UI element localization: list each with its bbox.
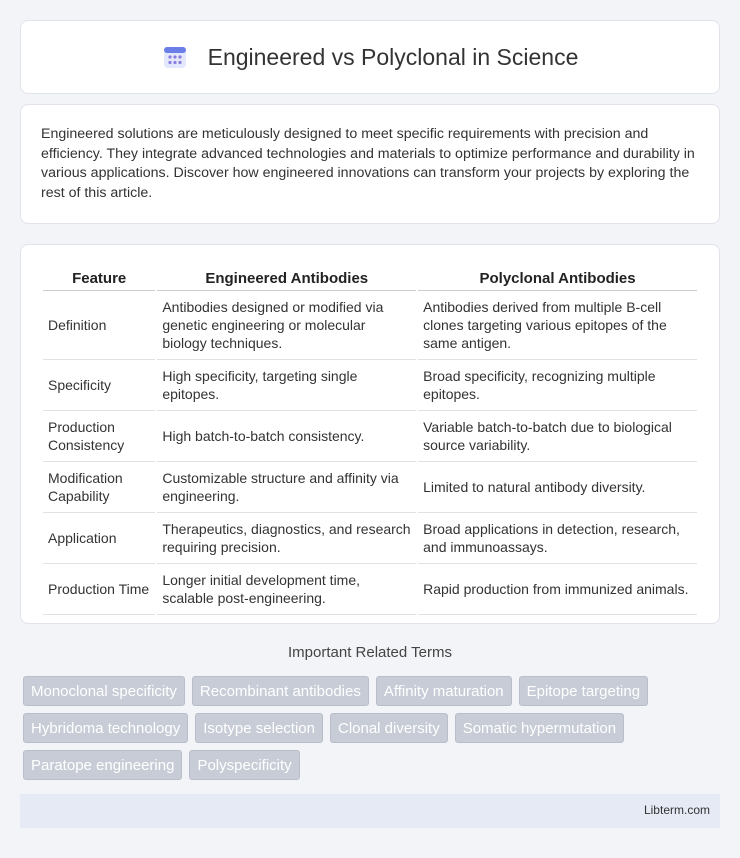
engineered-cell: Therapeutics, diagnostics, and research requiring precision. bbox=[157, 515, 416, 564]
engineered-cell: Customizable structure and affinity via engineering. bbox=[157, 464, 416, 513]
calendar-grid-icon bbox=[162, 44, 188, 70]
table-row bbox=[43, 566, 697, 615]
polyclonal-cell: Broad specificity, recognizing multiple epitopes. bbox=[418, 362, 697, 411]
related-terms-list bbox=[23, 676, 723, 787]
engineered-cell: Antibodies designed or modified via genetic engineering or molecular biology techniques. bbox=[157, 293, 416, 360]
table-row bbox=[43, 413, 697, 462]
feature-cell: Production Consistency bbox=[43, 413, 155, 462]
footer-brand-link[interactable]: Libterm.com bbox=[643, 803, 710, 817]
comparison-table bbox=[41, 265, 699, 617]
related-term-tag[interactable]: Paratope engineering bbox=[23, 750, 182, 780]
footer bbox=[20, 794, 720, 828]
table-header-row bbox=[43, 267, 697, 291]
polyclonal-cell: Rapid production from immunized animals. bbox=[418, 566, 697, 615]
related-term-tag[interactable]: Hybridoma technology bbox=[23, 713, 188, 743]
engineered-cell: High specificity, targeting single epitopes. bbox=[157, 362, 416, 411]
related-term-tag[interactable]: Polyspecificity bbox=[189, 750, 299, 780]
polyclonal-cell: Limited to natural antibody diversity. bbox=[418, 464, 697, 513]
feature-cell: Application bbox=[43, 515, 155, 564]
feature-cell: Definition bbox=[43, 293, 155, 360]
intro-card bbox=[20, 104, 720, 224]
polyclonal-cell: Antibodies derived from multiple B-cell clones targeting various epitopes of the same antigen. bbox=[418, 293, 697, 360]
header-feature: Feature bbox=[43, 267, 155, 291]
engineered-cell: High batch-to-batch consistency. bbox=[157, 413, 416, 462]
related-term-tag[interactable]: Affinity maturation bbox=[376, 676, 512, 706]
header-polyclonal: Polyclonal Antibodies bbox=[418, 267, 697, 291]
related-term-tag[interactable]: Somatic hypermutation bbox=[455, 713, 624, 743]
table-row bbox=[43, 362, 697, 411]
related-term-tag[interactable]: Recombinant antibodies bbox=[192, 676, 369, 706]
polyclonal-cell: Variable batch-to-batch due to biological source variability. bbox=[418, 413, 697, 462]
feature-cell: Specificity bbox=[43, 362, 155, 411]
related-term-tag[interactable]: Isotype selection bbox=[195, 713, 323, 743]
table-row bbox=[43, 515, 697, 564]
related-term-tag[interactable]: Monoclonal specificity bbox=[23, 676, 185, 706]
feature-cell: Modification Capability bbox=[43, 464, 155, 513]
intro-text: Engineered solutions are meticulously designed to meet specific requirements with precision and efficiency. They integrate advanced technologies and materials to optimize performance and durability in various applications. Discover how engineered innovations can transform your projects by exploring the rest of this article. bbox=[41, 126, 695, 201]
header-engineered: Engineered Antibodies bbox=[157, 267, 416, 291]
comparison-card bbox=[20, 244, 720, 624]
related-terms-title: Important Related Terms bbox=[288, 644, 452, 661]
polyclonal-cell: Broad applications in detection, research, and immunoassays. bbox=[418, 515, 697, 564]
related-term-tag[interactable]: Clonal diversity bbox=[330, 713, 448, 743]
header-card bbox=[20, 20, 720, 94]
engineered-cell: Longer initial development time, scalable post-engineering. bbox=[157, 566, 416, 615]
table-row bbox=[43, 464, 697, 513]
related-term-tag[interactable]: Epitope targeting bbox=[519, 676, 648, 706]
feature-cell: Production Time bbox=[43, 566, 155, 615]
page-title: Engineered vs Polyclonal in Science bbox=[207, 43, 579, 70]
table-row bbox=[43, 293, 697, 360]
